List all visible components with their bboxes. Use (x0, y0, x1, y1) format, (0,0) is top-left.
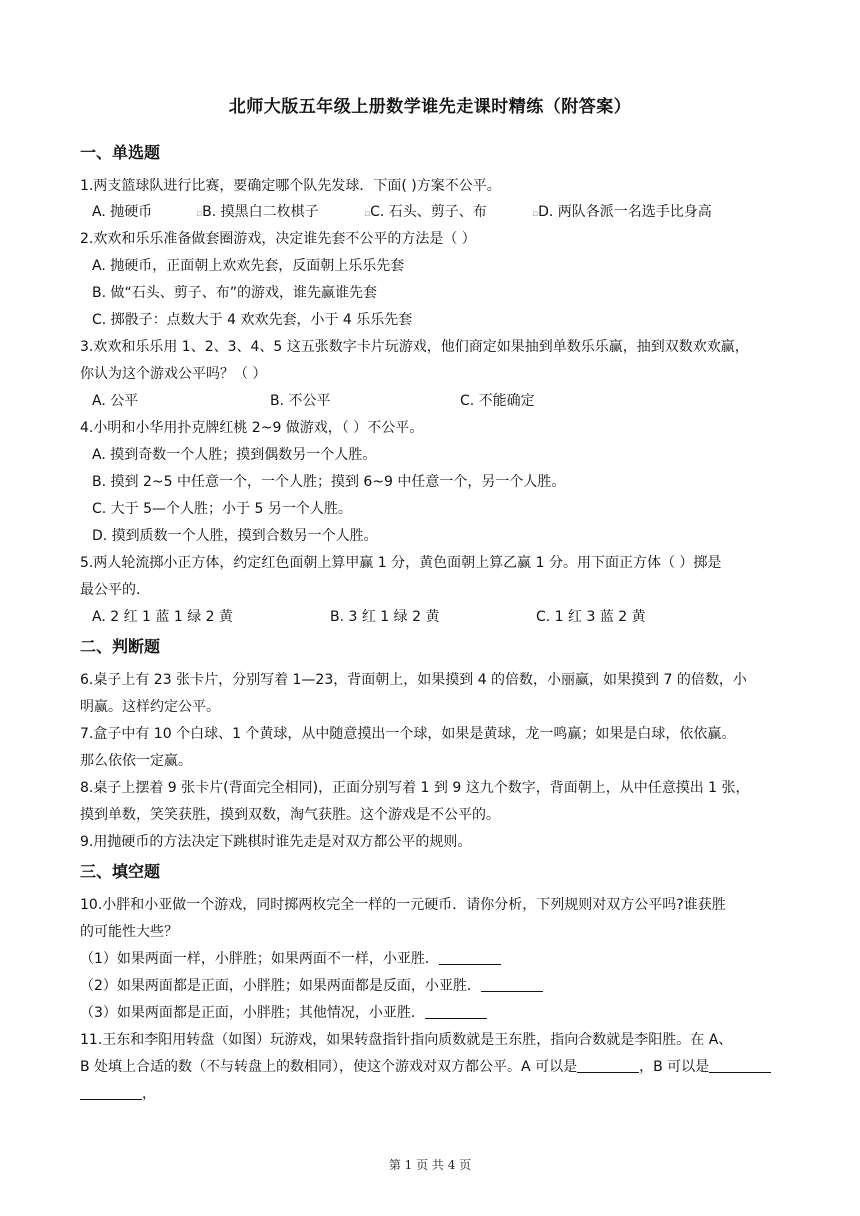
answer-blank[interactable] (425, 1004, 487, 1019)
question-2-option-a: A. 抛硬币，正面朝上欢欢先套，反面朝上乐乐先套 (92, 258, 405, 274)
option-marker-icon: ▫ (196, 209, 203, 219)
question-10-line-1: 10.小胖和小亚做一个游戏，同时掷两枚完全一样的一元硬币．请你分析，下列规则对双方公平吗?谁获胜 (80, 897, 726, 913)
option-marker-icon: ▫ (532, 209, 539, 219)
question-3-stem-line-1: 3.欢欢和乐乐用 1、2、3、4、5 这五张数字卡片玩游戏，他们商定如果抽到单数乐乐赢，抽到双数欢欢赢， (80, 339, 749, 355)
question-7-line-2: 那么依依一定赢。 (80, 753, 192, 769)
question-11-line-3: ， (80, 1084, 156, 1104)
question-6-line-2: 明赢。这样约定公平。 (80, 699, 220, 715)
question-1-option-a: A. 抛硬币 (92, 204, 153, 220)
question-2-option-b: B. 做“石头、剪子、布”的游戏，谁先赢谁先套 (92, 285, 378, 301)
question-5-option-b: B. 3 红 1 绿 2 黄 (330, 609, 440, 625)
answer-blank[interactable] (439, 950, 501, 965)
question-3-option-a: A. 公平 (92, 393, 139, 409)
section-heading-fill-in: 三、填空题 (80, 862, 161, 881)
question-11-line-1: 11.王东和李阳用转盘（如图）玩游戏，如果转盘指针指向质数就是王东胜，指向合数就是李阳胜。在 A、 (80, 1032, 733, 1048)
question-10-part-2: （2）如果两面都是正面，小胖胜；如果两面都是反面，小亚胜． (80, 976, 543, 996)
question-5-stem-line-2: 最公平的. (80, 582, 141, 598)
section-heading-single-choice: 一、单选题 (80, 143, 161, 162)
document-title: 北师大版五年级上册数学谁先走课时精练（附答案） (228, 97, 632, 117)
question-1-option-d: ▫D. 两队各派一名选手比身高 (532, 204, 712, 220)
question-5-option-a: A. 2 红 1 蓝 1 绿 2 黄 (92, 609, 234, 625)
question-9-line-1: 9.用抛硬币的方法决定下跳棋时谁先走是对双方都公平的规则。 (80, 834, 472, 850)
question-7-line-1: 7.盒子中有 10 个白球、1 个黄球，从中随意摸出一个球，如果是黄球，龙一鸣赢；如果是白球，依依赢。 (80, 726, 736, 742)
question-2-option-c: C. 掷骰子：点数大于 4 欢欢先套，小于 4 乐乐先套 (92, 312, 413, 328)
section-heading-true-false: 二、判断题 (80, 637, 161, 656)
question-4-option-a: A. 摸到奇数一个人胜；摸到偶数另一个人胜。 (92, 447, 377, 463)
answer-blank-b-continued[interactable] (80, 1085, 142, 1100)
question-3-stem-line-2: 你认为这个游戏公平吗？（ ） (80, 366, 267, 382)
question-10-line-2: 的可能性大些？ (80, 924, 178, 940)
question-5-stem-line-1: 5.两人轮流掷小正方体，约定红色面朝上算甲赢 1 分，黄色面朝上算乙赢 1 分。用下面正方体（ ）掷是 (80, 555, 722, 571)
answer-blank-a[interactable] (577, 1058, 639, 1073)
page-footer: 第 1 页 共 4 页 (388, 1158, 472, 1172)
question-4-stem: 4.小明和小华用扑克牌红桃 2~9 做游戏，（ ）不公平。 (80, 420, 424, 436)
question-4-option-d: D. 摸到质数一个人胜，摸到合数另一个人胜。 (92, 528, 378, 544)
question-4-option-b: B. 摸到 2~5 中任意一个，一个人胜；摸到 6~9 中任意一个，另一个人胜。 (92, 474, 566, 490)
option-marker-icon: ▫ (364, 209, 371, 219)
question-4-option-c: C. 大于 5—个人胜；小于 5 另一个人胜。 (92, 501, 352, 517)
question-10-part-3: （3）如果两面都是正面，小胖胜；其他情况，小亚胜． (80, 1003, 487, 1023)
question-8-line-2: 摸到单数，笑笑获胜，摸到双数，淘气获胜。这个游戏是不公平的。 (80, 807, 500, 823)
question-8-line-1: 8.桌子上摆着 9 张卡片(背面完全相同)，正面分别写着 1 到 9 这九个数字，背面朝上，从中任意摸出 1 张， (80, 780, 750, 796)
answer-blank-b[interactable] (709, 1058, 771, 1073)
question-10-part-1: （1）如果两面一样，小胖胜；如果两面不一样，小亚胜． (80, 949, 501, 969)
question-1-option-c: ▫C. 石头、剪子、布 (364, 204, 487, 220)
question-3-option-c: C. 不能确定 (460, 393, 535, 409)
question-5-option-c: C. 1 红 3 蓝 2 黄 (536, 609, 646, 625)
question-3-option-b: B. 不公平 (270, 393, 331, 409)
question-2-stem: 2.欢欢和乐乐准备做套圈游戏，决定谁先套不公平的方法是（ ） (80, 231, 476, 247)
question-6-line-1: 6.桌子上有 23 张卡片，分别写着 1—23，背面朝上，如果摸到 4 的倍数，小丽赢，如果摸到 7 的倍数，小 (80, 672, 747, 688)
question-11-line-2: B 处填上合适的数（不与转盘上的数相同），使这个游戏对双方都公平。A 可以是 ，B 可以是 (80, 1057, 771, 1077)
question-1-option-b: ▫B. 摸黑白二枚棋子 (196, 204, 319, 220)
answer-blank[interactable] (481, 977, 543, 992)
question-1-stem: 1.两支篮球队进行比赛，要确定哪个队先发球．下面( )方案不公平。 (80, 178, 501, 194)
